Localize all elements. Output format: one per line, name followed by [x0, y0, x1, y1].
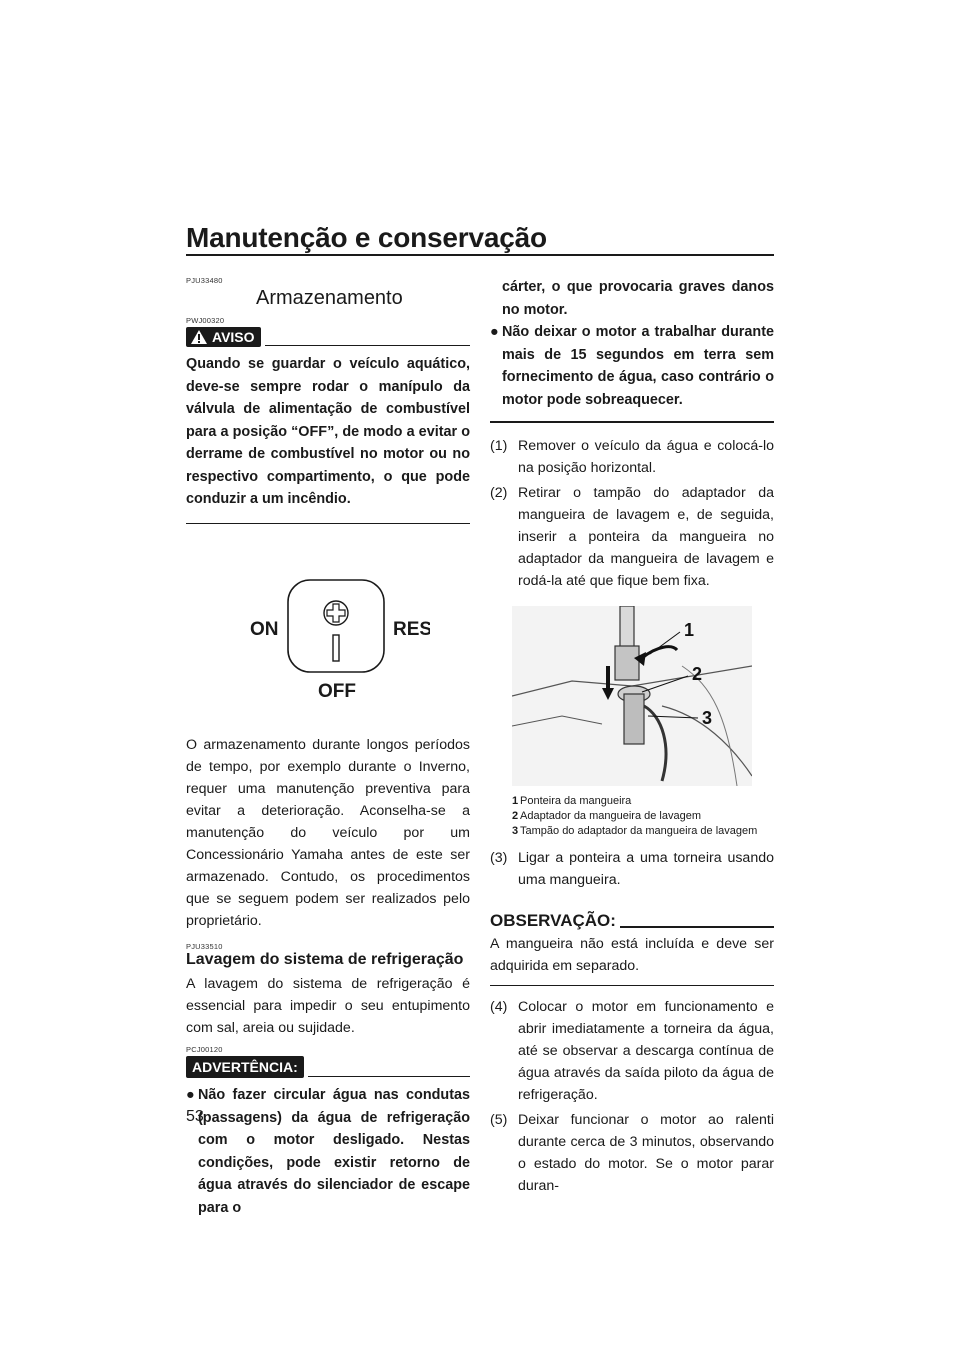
step-item — [490, 435, 774, 479]
ref-code: PCJ00120 — [186, 1045, 223, 1054]
legend-number: 2 — [512, 809, 519, 822]
right-column — [490, 276, 774, 1200]
page-number: 53 — [186, 1108, 204, 1125]
ref-code: PWJ00320 — [186, 316, 225, 325]
note-header — [490, 911, 774, 931]
advertencia-badge: ADVERTÊNCIA: — [186, 1056, 304, 1078]
note-label: OBSERVAÇÃO: — [490, 910, 616, 930]
legend-text: Tampão do adaptador da mangueira de lavagem — [520, 824, 758, 837]
aviso-badge — [186, 327, 261, 347]
aviso-header — [186, 327, 470, 347]
advertencia-header — [186, 1056, 470, 1078]
step-number: (3) — [490, 849, 508, 866]
step-number: (2) — [490, 484, 508, 501]
step-item — [490, 1109, 774, 1197]
step-text: Ligar a ponteira a uma torneira usando uma mangueira. — [518, 849, 774, 888]
divider — [308, 1076, 470, 1078]
step-number: (4) — [490, 999, 508, 1015]
bullet-text: cárter, o que provocaria graves danos no motor. — [502, 279, 774, 318]
divider — [620, 926, 774, 928]
list-item — [186, 1084, 470, 1219]
valve-on-label: ON — [250, 619, 279, 640]
fuel-valve-diagram — [250, 578, 430, 702]
subheading: Lavagem do sistema de refrigeração — [186, 951, 464, 968]
legend-item — [512, 824, 774, 839]
legend-text: Adaptador da mangueira de lavagem — [520, 809, 702, 822]
flushing-adapter-photo — [512, 606, 752, 786]
step-number: (5) — [490, 1112, 508, 1128]
divider — [490, 421, 774, 423]
valve-off-label: OFF — [318, 681, 356, 702]
warning-triangle-icon — [190, 329, 208, 345]
chapter-title: Manutenção e conservação — [186, 222, 547, 253]
section-title: Armazenamento — [256, 287, 403, 309]
chapter-rule — [186, 254, 774, 256]
aviso-text: Quando se guardar o veículo aquático, deve-se sempre rodar o manípulo da válvula de alimentação de combustível para a posição “OFF”, de modo a evitar o derrame de combustível no motor ou no respectivo compartimento, o que pode conduzir a um incêndio. — [186, 356, 470, 507]
step-item — [490, 847, 774, 891]
step-number: (1) — [490, 437, 508, 454]
bullet-text: Não deixar o motor a trabalhar durante mais de 15 segundos em terra sem fornecimento de água, caso contrário o motor pode sobreaquecer. — [502, 324, 774, 408]
hose-adapter-illustration — [512, 606, 752, 786]
divider — [490, 985, 774, 987]
callout-3: 3 — [702, 707, 713, 728]
ref-code: PJU33480 — [186, 276, 223, 285]
valve-res-label: RES — [393, 619, 430, 640]
note-text: A mangueira não está incluída e deve ser adquirida em separado. — [490, 935, 774, 974]
photo-legend — [512, 794, 774, 839]
legend-number: 3 — [512, 824, 519, 837]
cooling-paragraph: A lavagem do sistema de refrigeração é essencial para impedir o seu entupimento com sal, areia ou sujidade. — [186, 976, 470, 1036]
legend-item — [512, 809, 774, 824]
legend-number: 1 — [512, 794, 519, 807]
step-text: Retirar o tampão do adaptador da mangueira de lavagem e, de seguida, inserir a ponteira da mangueira no adaptador da mangueira de lavagem e rodá-la até que fique bem fixa. — [518, 484, 774, 589]
legend-text: Ponteira da mangueira — [520, 794, 632, 807]
aviso-label: AVISO — [212, 329, 255, 345]
list-item — [490, 276, 774, 321]
storage-paragraph: O armazenamento durante longos períodos de tempo, por exemplo durante o Inverno, requer uma manutenção preventiva para evitar a deterioração. Aconselha-se a manutenção do veículo por um Concessionário Yamaha antes de este ser armazenado. Contudo, os procedimentos que se seguem podem ser realizados pelo proprietário. — [186, 737, 470, 929]
divider — [186, 523, 470, 525]
steps-list — [490, 435, 774, 592]
callout-2: 2 — [692, 663, 703, 684]
divider — [265, 345, 470, 347]
fuel-valve-figure — [250, 578, 430, 702]
step-text: Deixar funcionar o motor ao ralenti durante cerca de 3 minutos, observando o estado do motor. Se o motor parar duran- — [518, 1112, 774, 1194]
ref-code: PJU33510 — [186, 942, 223, 951]
step-item — [490, 482, 774, 592]
left-column — [186, 276, 470, 1219]
legend-item — [512, 794, 774, 809]
steps-list — [490, 996, 774, 1197]
bullet-icon: ● — [490, 324, 499, 340]
list-item — [490, 321, 774, 411]
step-text: Colocar o motor em funcionamento e abrir imediatamente a torneira da água, até se observar a descarga contínua de água através da saída piloto da água de refrigeração. — [518, 999, 774, 1103]
callout-1: 1 — [684, 619, 695, 640]
bullet-text: Não fazer circular água nas condutas (passagens) da água de refrigeração com o motor desligado. Nestas condições, pode existir retorno de água através do silenciador de escape para o — [198, 1087, 470, 1216]
step-item — [490, 996, 774, 1106]
step-text: Remover o veículo da água e colocá-lo na posição horizontal. — [518, 437, 774, 476]
bullet-icon: ● — [186, 1087, 195, 1103]
